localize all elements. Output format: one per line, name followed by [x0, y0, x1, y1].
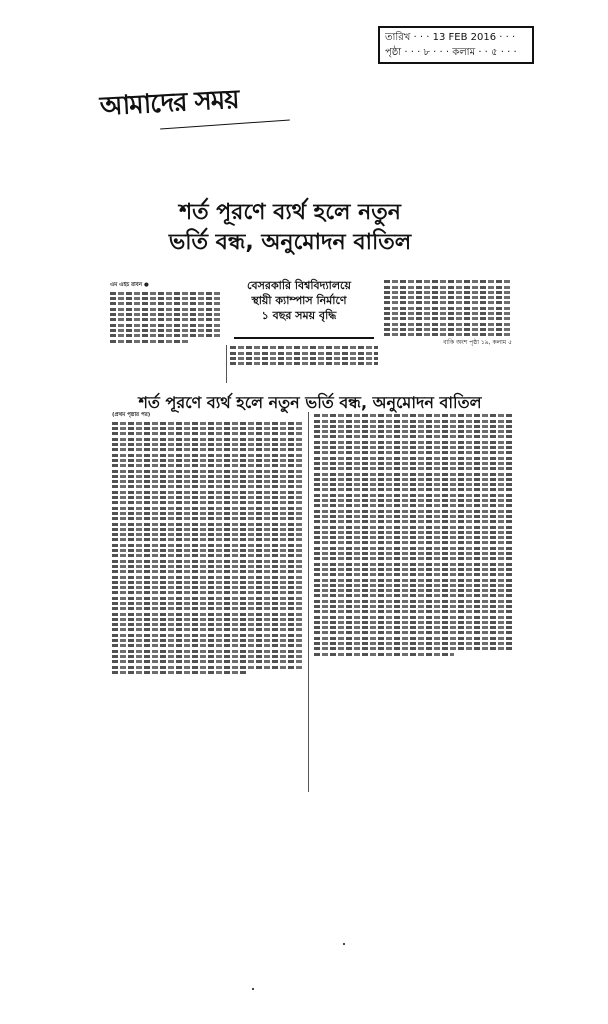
sidebar-box-text [230, 344, 378, 386]
continuation-note: বাকি অংশ পৃষ্ঠা ১৯, কলাম ৫ [443, 338, 512, 346]
article-column-left-top [110, 282, 222, 372]
sidebar-box-rule [234, 337, 374, 339]
scan-speck [343, 943, 345, 945]
continued-column-right [314, 412, 514, 792]
column-divider [226, 345, 227, 383]
column-divider [308, 412, 309, 792]
stamp-page-value: ৮ [423, 47, 430, 58]
article-byline: এম এইচ রবিন ● [110, 282, 149, 288]
article-column-right-top [384, 278, 512, 386]
headline-line-1: শর্ত পূরণে ব্যর্থ হলে নতুন [179, 200, 401, 225]
stamp-page-row: পৃষ্ঠা · · · ৮ · · · কলাম · · ৫ · · · [385, 47, 517, 58]
clipping-stamp [378, 26, 534, 64]
stamp-column-value: ৫ [491, 47, 498, 58]
headline-line-2: ভর্তি বন্ধ, অনুমোদন বাতিল [168, 230, 412, 255]
continued-headline: শর্ত পূরণে ব্যর্থ হলে নতুন ভর্তি বন্ধ, অনুমোদন বাতিল [138, 393, 482, 412]
newspaper-masthead: আমাদের সময় [99, 84, 240, 122]
sidebar-box-title [226, 278, 372, 323]
article-headline [125, 198, 455, 258]
stamp-date-row: তারিখ · · · 13 FEB 2016 · · · [385, 32, 516, 43]
continued-byline: (প্রথম পৃষ্ঠার পর) [112, 412, 151, 418]
sidebar-box-line-1: বেসরকারি বিশ্ববিদ্যালয়ে [247, 279, 351, 292]
stamp-column-label: কলাম [452, 47, 476, 58]
continued-column-left [112, 412, 304, 797]
sidebar-box-line-2: স্থায়ী ক্যাম্পাস নির্মাণে [251, 294, 347, 307]
sidebar-box-line-3: ১ বছর সময় বৃদ্ধি [261, 309, 337, 322]
stamp-date-value: 13 FEB 2016 [432, 32, 497, 43]
stamp-date-label: তারিখ [385, 32, 411, 43]
stamp-page-label: পৃষ্ঠা [385, 47, 402, 58]
scan-speck [252, 988, 254, 990]
